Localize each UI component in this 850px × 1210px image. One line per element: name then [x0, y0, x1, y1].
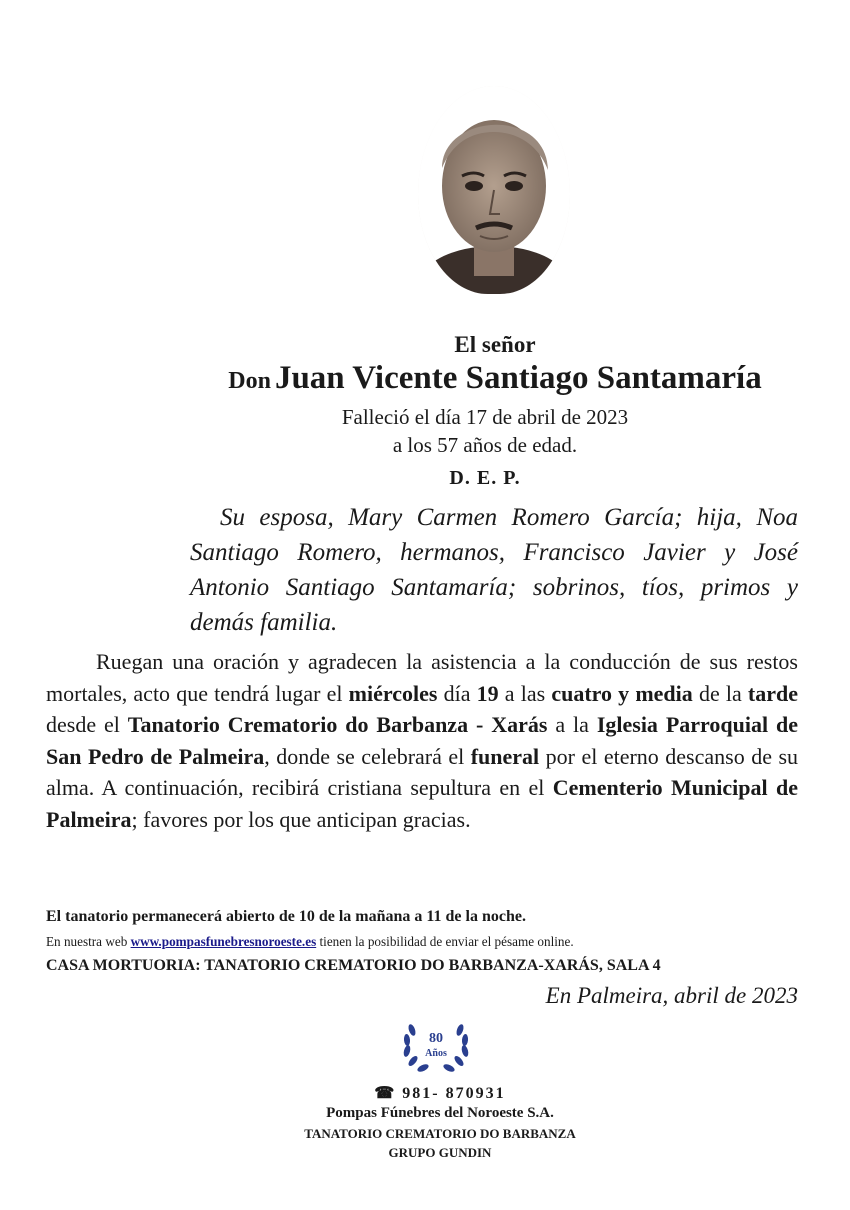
web-prefix: En nuestra web	[46, 934, 131, 949]
ceremony-text: día	[437, 680, 477, 706]
honorific: Don	[228, 368, 271, 394]
web-notice	[46, 934, 574, 950]
opening-hours: El tanatorio permanecerá abierto de 10 de la mañana a 11 de la noche.	[46, 908, 526, 925]
company-tanatorio: TANATORIO CREMATORIO DO BARBANZA	[304, 1126, 576, 1141]
anniversary-logo	[398, 1018, 474, 1074]
ceremony-church: Iglesia Parroquial de San Pedro de Palmeira	[46, 712, 799, 769]
ceremony-text: , donde se celebrará el	[264, 743, 471, 769]
funeral-home-location: CASA MORTUORIA: TANATORIO CREMATORIO DO BARBANZA-XARÁS, SALA 4	[46, 957, 661, 974]
ceremony-text: ; favores por los que anticipan gracias.	[131, 806, 471, 832]
deceased-name-line	[0, 360, 850, 397]
death-date: Falleció el día 17 de abril de 2023	[341, 405, 629, 429]
ceremony-paragraph	[46, 646, 798, 835]
ceremony-period: tarde	[747, 680, 798, 706]
phone-line	[0, 1083, 850, 1103]
family-text: Su esposa, Mary Carmen Romero García; hija, Noa Santiago Romero, hermanos, Francisco Javier y José Antonio Santiago Santamaría; sobrinos, tíos, primos y demás familia.	[190, 504, 798, 636]
phone-number: 981- 870931	[402, 1085, 506, 1102]
telephone-icon: ☎	[374, 1085, 403, 1102]
ceremony-text: a las	[498, 680, 552, 706]
ceremony-text: por el eterno descanso de su alma. A continuación, recibirá cristiana sepultura en el	[46, 743, 799, 800]
laurel-wreath-icon	[398, 1018, 474, 1074]
logo-number: 80	[429, 1031, 443, 1046]
company-group: GRUPO GUNDIN	[388, 1145, 492, 1160]
ceremony-time: cuatro y media	[551, 680, 693, 706]
web-suffix: tienen la posibilidad de enviar el pésame online.	[316, 934, 574, 949]
intro-text: El señor	[454, 332, 536, 357]
website-link[interactable]: www.pompasfunebresnoroeste.es	[130, 934, 317, 949]
ceremony-origin: Tanatorio Crematorio do Barbanza - Xarás	[127, 712, 548, 737]
age-text: a los 57 años de edad.	[392, 433, 578, 457]
company-name: Pompas Fúnebres del Noroeste S.A.	[326, 1105, 554, 1121]
rip-text: D. E. P.	[449, 467, 521, 489]
deceased-name: Juan Vicente Santiago Santamaría	[274, 360, 762, 396]
ceremony-cemetery: Cementerio Municipal de Palmeira	[46, 775, 798, 832]
ceremony-text: desde el	[46, 712, 128, 737]
place-date: En Palmeira, abril de 2023	[545, 983, 798, 1008]
ceremony-service: funeral	[470, 743, 540, 769]
portrait-photo	[418, 86, 570, 294]
ceremony-text: a la	[547, 712, 597, 737]
ceremony-text: Ruegan una oración y agradecen la asistencia a la conducción de sus restos mortales, acto que tendrá lugar el	[46, 649, 798, 706]
ceremony-day-number: 19	[476, 680, 499, 706]
logo-word: Años	[425, 1048, 447, 1059]
family-paragraph	[190, 500, 798, 640]
deceased-portrait	[418, 86, 570, 294]
ceremony-text: de la	[692, 680, 748, 706]
ceremony-day-name: miércoles	[348, 680, 438, 706]
